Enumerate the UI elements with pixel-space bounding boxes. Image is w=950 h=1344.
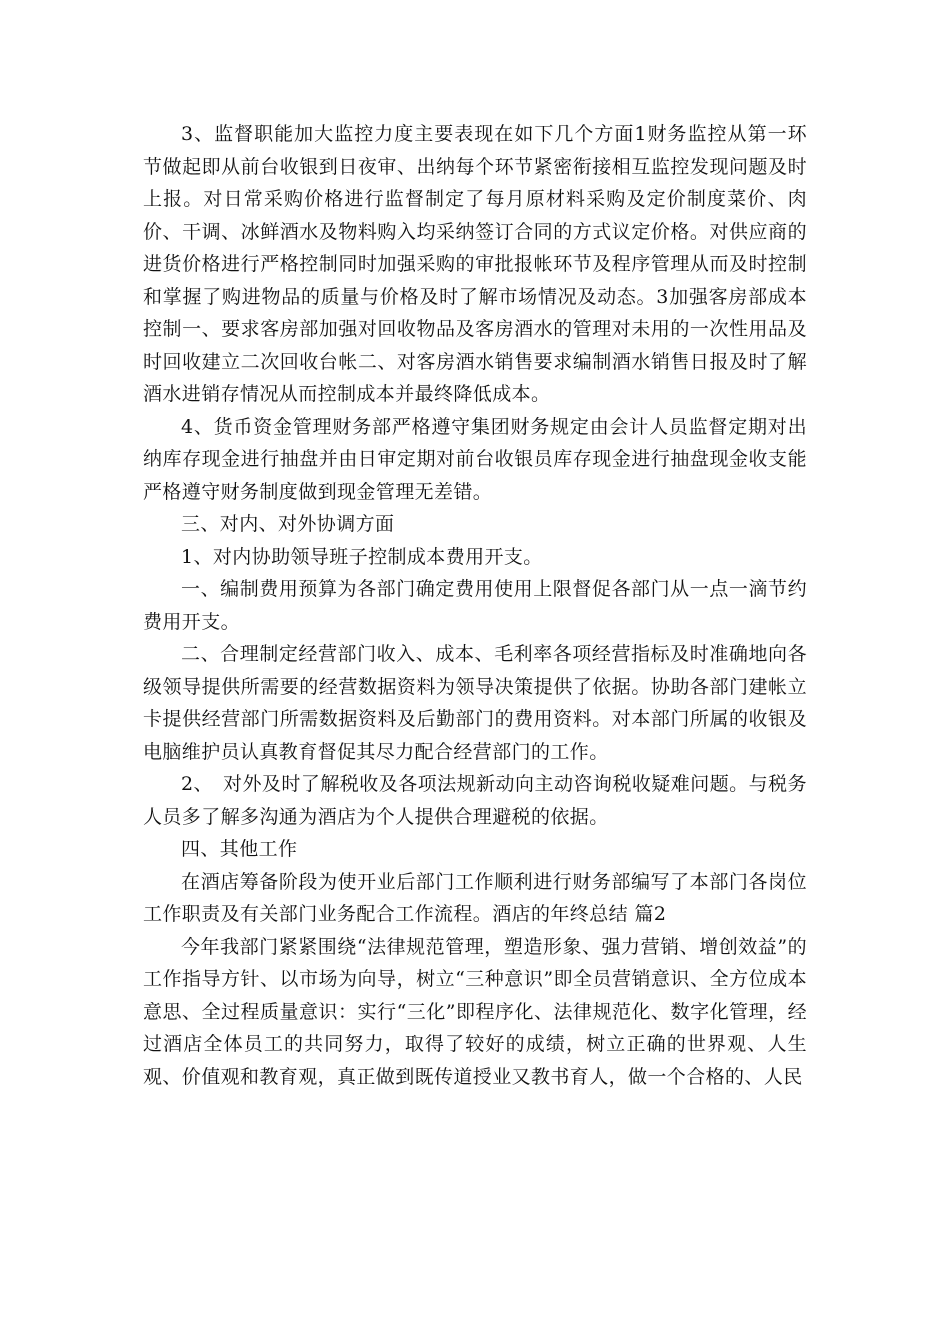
paragraph-annual-summary: 今年我部门紧紧围绕“法律规范管理，塑造形象、强力营销、增创效益”的工作指导方针、以市场为向导，树立“三种意识”即全员营销意识、全方位成本意思、全过程质量意识：实行“三化”即程序化、法律规范化、数字化管理，经过酒店全体员工的共同努力，取得了较好的成绩，树立正确的世界观、人生观、价值观和教育观，真正做到既传道授业又教书育人，做一个合格的、人民 (143, 935, 807, 1088)
paragraph-external-coordination: 2、 对外及时了解税收及各项法规新动向主动咨询税收疑难问题。与税务人员多了解多沟通为酒店为个人提供合理避税的依据。 (143, 773, 807, 828)
paragraph-budget: 一、编制费用预算为各部门确定费用使用上限督促各部门从一点一滴节约费用开支。 (143, 578, 807, 633)
paragraph-preparation-stage: 在酒店筹备阶段为使开业后部门工作顺利进行财务部编写了本部门各岗位工作职责及有关部门业务配合工作流程。酒店的年终总结 篇2 (143, 870, 807, 925)
section-heading-other-work: 四、其他工作 (181, 838, 298, 860)
paragraph-supervision: 3、监督职能加大监控力度主要表现在如下几个方面1财务监控从第一环节做起即从前台收银到日夜审、出纳每个环节紧密衔接相互监控发现问题及时上报。对日常采购价格进行监督制定了每月原材料采购及定价制度菜价、肉价、干调、冰鲜酒水及物料购入均采纳签订合同的方式议定价格。对供应商的进货价格进行严格控制同时加强采购的审批报帐环节及程序管理从而及时控制和掌握了购进物品的质量与价格及时了解市场情况及动态。3加强客房部成本控制一、要求客房部加强对回收物品及客房酒水的管理对未用的一次性用品及时回收建立二次回收台帐二、对客房酒水销售要求编制酒水销售日报及时了解酒水进销存情况从而控制成本并最终降低成本。 (143, 123, 807, 405)
paragraph-cash-management: 4、货币资金管理财务部严格遵守集团财务规定由会计人员监督定期对出纳库存现金进行抽盘并由日审定期对前台收银员库存现金进行抽盘现金收支能严格遵守财务制度做到现金管理无差错。 (143, 415, 807, 503)
paragraph-internal-coordination: 1、对内协助领导班子控制成本费用开支。 (181, 545, 543, 568)
section-heading-coordination: 三、对内、对外协调方面 (181, 513, 395, 535)
paragraph-operating-indicators: 二、合理制定经营部门收入、成本、毛利率各项经营指标及时准确地向各级领导提供所需要的经营数据资料为领导决策提供了依据。协助各部门建帐立卡提供经营部门所需数据资料及后勤部门的费用资料。对本部门所属的收银及电脑维护员认真教育督促其尽力配合经营部门的工作。 (143, 643, 807, 763)
document-body (143, 118, 807, 1093)
